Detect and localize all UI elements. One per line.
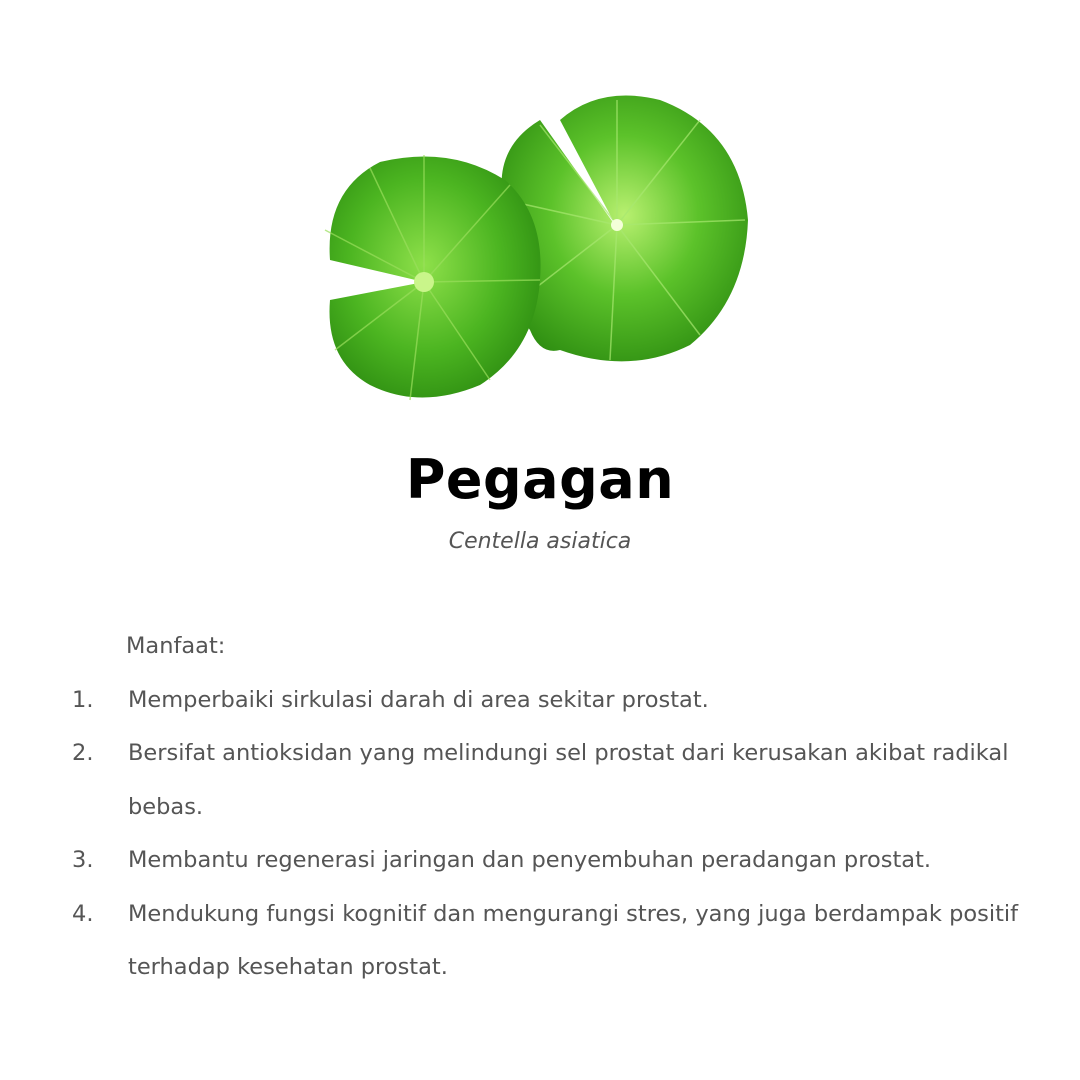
item-text: Bersifat antioksidan yang melindungi sel prostat dari kerusakan akibat radikal bebas. xyxy=(128,740,1009,820)
item-number: 4. xyxy=(72,900,94,927)
right-leaf xyxy=(501,96,748,362)
item-number: 2. xyxy=(72,740,94,766)
benefits-heading: Manfaat: xyxy=(126,633,226,659)
list-item xyxy=(70,727,1050,834)
pegagan-leaf-image xyxy=(270,60,830,460)
page-title: Pegagan xyxy=(405,448,675,511)
item-text: Memperbaiki sirkulasi darah di area sekitar prostat. xyxy=(128,686,709,713)
item-number: 1. xyxy=(72,686,94,713)
list-item xyxy=(70,674,1050,728)
left-leaf xyxy=(325,155,541,400)
item-number: 3. xyxy=(72,847,94,873)
list-item xyxy=(70,834,1050,888)
item-text: Mendukung fungsi kognitif dan mengurangi stres, yang juga berdampak positif terhadap kesehatan prostat. xyxy=(128,900,1019,980)
list-item xyxy=(70,888,1050,995)
item-text: Membantu regenerasi jaringan dan penyembuhan peradangan prostat. xyxy=(128,847,932,873)
scientific-name: Centella asiatica xyxy=(448,529,632,554)
benefits-list xyxy=(70,620,1050,995)
